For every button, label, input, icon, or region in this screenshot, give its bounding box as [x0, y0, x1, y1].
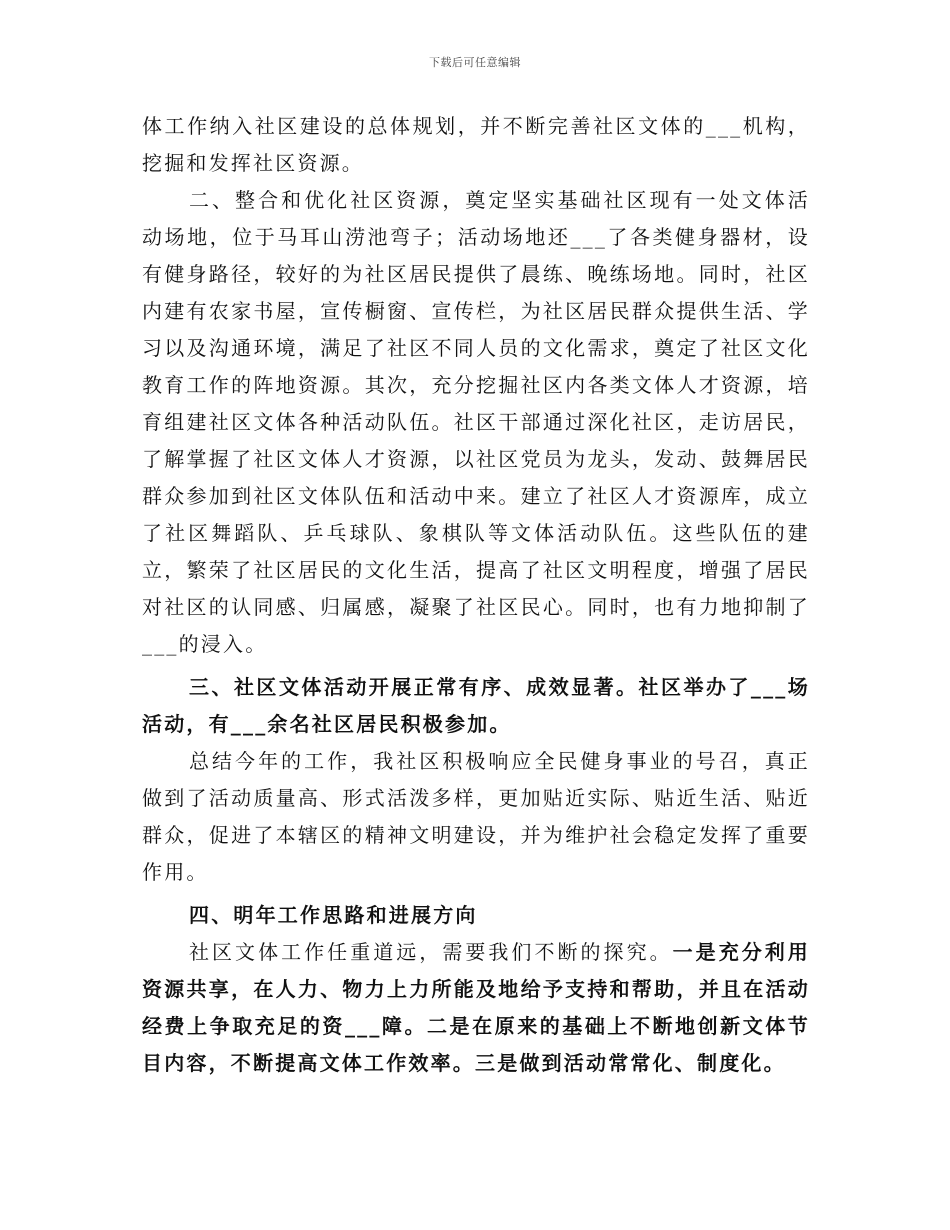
page-header: 下载后可任意编辑 — [429, 56, 521, 69]
paragraph-section-three: 三、社区文体活动开展正常有序、成效显著。社区举办了___场活动，有___余名社区居民积极参加。 — [142, 675, 810, 736]
paragraph-continuation: 体工作纳入社区建设的总体规划，并不断完善社区文体的___机构，挖掘和发挥社区资源。 — [142, 114, 810, 175]
document-body — [142, 108, 810, 1082]
paragraph-section-four-points: 一是充分利用资源共享，在人力、物力上力所能及地给予支持和帮助，并且在活动经费上争取充足的资___障。二是在原来的基础上不断地创新文体节目内容，不断提高文体工作效率。三是做到活动常常化、制度化。 — [142, 940, 810, 1075]
paragraph-summary: 总结今年的工作，我社区积极响应全民健身事业的号召，真正做到了活动质量高、形式活泼多样，更加贴近实际、贴近生活、贴近群众，促进了本辖区的精神文明建设，并为维护社会稳定发挥了重要作用。 — [142, 749, 810, 884]
section-four-heading: 四、明年工作思路和进展方向 — [189, 903, 478, 927]
paragraph-section-two: 二、整合和优化社区资源，奠定坚实基础社区现有一处文体活动场地，位于马耳山涝池弯子；活动场地还___了各类健身器材，设有健身路径，较好的为社区居民提供了晨练、晚练场地。同时，社区内建有农家书屋，宣传橱窗、宣传栏，为社区居民群众提供生活、学习以及沟通环境，满足了社区不同人员的文化需求，奠定了社区文化教育工作的阵地资源。其次，充分挖掘社区内各类文体人才资源，培育组建社区文体各种活动队伍。社区干部通过深化社区，走访居民，了解掌握了社区文体人才资源，以社区党员为龙头，发动、鼓舞居民群众参加到社区文体队伍和活动中来。建立了社区人才资源库，成立了社区舞蹈队、乒乓球队、象棋队等文体活动队伍。这些队伍的建立，繁荣了社区居民的文化生活，提高了社区文明程度，增强了居民对社区的认同感、归属感，凝聚了社区民心。同时，也有力地抑制了___的浸入。 — [142, 188, 810, 656]
paragraph-section-four-intro: 社区文体工作任重道远，需要我们不断的探究。 — [189, 940, 673, 964]
paragraph-section-four — [142, 934, 810, 1082]
